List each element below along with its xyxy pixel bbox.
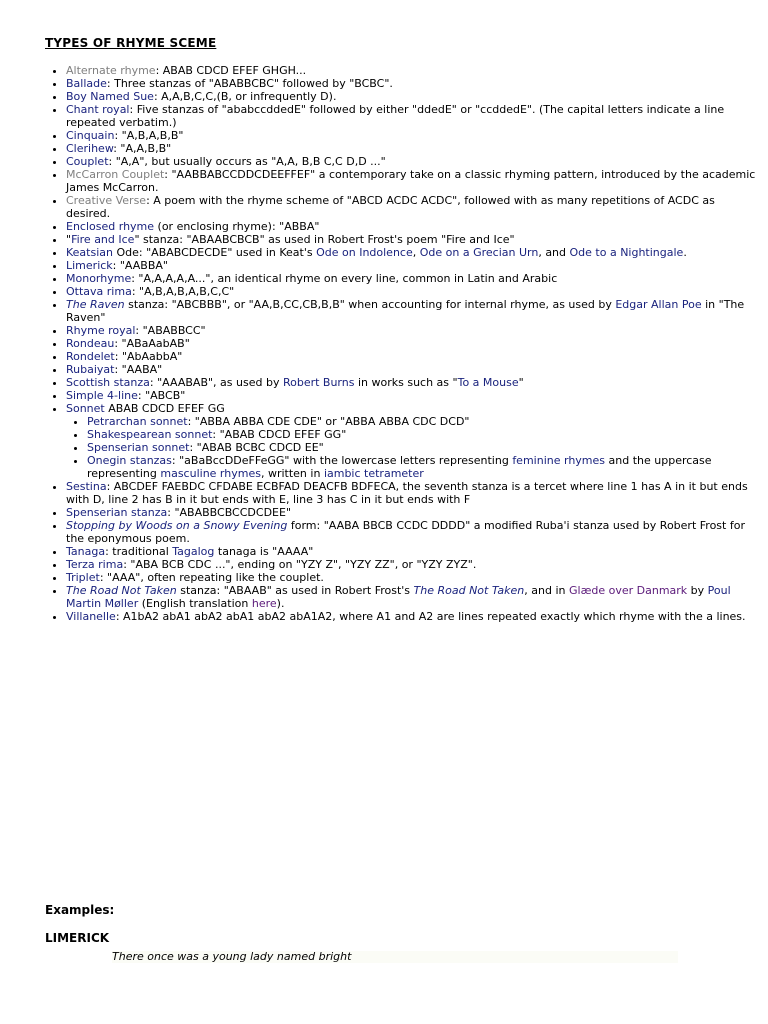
- list-item: [66, 103, 756, 129]
- item-text: : ABAB CDCD EFEF GHGH...: [155, 64, 307, 77]
- list-item: [66, 285, 756, 298]
- list-item: [87, 454, 756, 480]
- item-text: (English translation: [138, 597, 252, 610]
- item-text: : "AbAabbA": [114, 350, 183, 363]
- examples-heading: Examples:: [45, 903, 115, 917]
- link-masculine-rhymes[interactable]: masculine rhymes: [160, 467, 261, 480]
- item-text: : "AABBA": [112, 259, 168, 272]
- link-tanaga[interactable]: Tanaga: [66, 545, 106, 558]
- list-item: [66, 220, 756, 233]
- list-item: [66, 506, 756, 519]
- list-item: [66, 363, 756, 376]
- link-chant-royal[interactable]: Chant royal: [66, 103, 130, 116]
- link-tagalog[interactable]: Tagalog: [172, 545, 215, 558]
- list-item: [66, 246, 756, 259]
- item-text: ": [518, 376, 524, 389]
- link-couplet[interactable]: Couplet: [66, 155, 109, 168]
- list-item: [66, 376, 756, 389]
- item-text: : "A,A,B,B": [113, 142, 172, 155]
- item-text: ,: [412, 246, 420, 259]
- list-item: [66, 324, 756, 337]
- link-glaede-over-danmark[interactable]: Glæde over Danmark: [568, 584, 688, 597]
- item-text: : traditional: [105, 545, 173, 558]
- link-sonnet[interactable]: Sonnet: [66, 402, 105, 415]
- link-the-road-not-taken-poem[interactable]: The Road Not Taken: [413, 584, 525, 597]
- link-to-a-mouse[interactable]: To a Mouse: [457, 376, 519, 389]
- link-keatsian[interactable]: Keatsian: [66, 246, 113, 259]
- link-robert-burns[interactable]: Robert Burns: [282, 376, 355, 389]
- link-limerick[interactable]: Limerick: [66, 259, 113, 272]
- list-item: [66, 350, 756, 363]
- list-item: [66, 77, 756, 90]
- item-text: .: [683, 246, 687, 259]
- link-sestina[interactable]: Sestina: [66, 480, 107, 493]
- list-item: [66, 90, 756, 103]
- item-text: : "ABABBCBCCDCDEE": [167, 506, 291, 519]
- item-text: , and in: [524, 584, 569, 597]
- link-petrarchan-sonnet[interactable]: Petrarchan sonnet: [87, 415, 188, 428]
- list-item: [87, 428, 756, 441]
- list-item: [66, 272, 756, 285]
- list-item: [66, 610, 756, 623]
- item-text: tanaga is "AAAA": [214, 545, 314, 558]
- item-text: : "AAABAB", as used by: [149, 376, 283, 389]
- item-text: : "ABAB BCBC CDCD EE": [189, 441, 324, 454]
- link-ottava-rima[interactable]: Ottava rima: [66, 285, 132, 298]
- item-text: form: "AABA BBCB CCDC DDDD" a modified Ruba'i stanza used by Robert Frost for the eponymous poem.: [66, 519, 745, 545]
- item-text: , written in: [260, 467, 324, 480]
- link-onegin-stanzas[interactable]: Onegin stanzas: [87, 454, 172, 467]
- item-text: in works such as ": [354, 376, 458, 389]
- link-mccarron-couplet[interactable]: McCarron Couplet: [66, 168, 165, 181]
- list-item: [66, 194, 756, 220]
- link-creative-verse[interactable]: Creative Verse: [66, 194, 147, 207]
- link-spenserian-stanza[interactable]: Spenserian stanza: [66, 506, 168, 519]
- link-poul-martin-moller[interactable]: Poul Martin Møller: [66, 584, 731, 610]
- list-item: [66, 519, 756, 545]
- item-text: : "ABaAabAB": [114, 337, 190, 350]
- link-rondelet[interactable]: Rondelet: [66, 350, 115, 363]
- link-shakespearean-sonnet[interactable]: Shakespearean sonnet: [87, 428, 213, 441]
- poem-line: There once was a young lady named bright: [112, 951, 678, 963]
- item-text: , and: [538, 246, 570, 259]
- list-item: [66, 142, 756, 155]
- item-text: ).: [276, 597, 285, 610]
- item-text: : "A,A,A,A,A...", an identical rhyme on every line, common in Latin and Arabic: [131, 272, 558, 285]
- list-item: [66, 298, 756, 324]
- item-text: Ode: "ABABCDECDE" used in Keat's: [113, 246, 317, 259]
- item-text: : A1bA2 abA1 abA2 abA1 abA2 abA1A2, where A1 and A2 are lines repeated exactly which rhyme with the a lines.: [115, 610, 746, 623]
- list-item: [66, 402, 756, 480]
- link-ode-on-a-grecian-urn[interactable]: Ode on a Grecian Urn: [419, 246, 539, 259]
- list-item: [66, 259, 756, 272]
- item-text: : "AABBABCCDDCDEEFFEF" a contemporary take on a classic rhyming pattern, introduced by the academic James McCarron.: [66, 168, 756, 194]
- item-text: : "aBaBccDDeFFeGG" with the lowercase letters representing: [171, 454, 513, 467]
- link-triplet[interactable]: Triplet: [66, 571, 100, 584]
- link-monorhyme[interactable]: Monorhyme: [66, 272, 132, 285]
- list-item: [66, 155, 756, 168]
- item-text: : "ABA BCB CDC ...", ending on "YZY Z", "YZY ZZ", or "YZY ZYZ".: [123, 558, 477, 571]
- rhyme-scheme-list: [45, 64, 756, 623]
- sonnet-sublist: [66, 415, 756, 480]
- item-text: : A,A,B,C,C,(B, or infrequently D).: [153, 90, 337, 103]
- link-terza-rima[interactable]: Terza rima: [66, 558, 124, 571]
- link-here[interactable]: here: [251, 597, 277, 610]
- list-item: [66, 64, 756, 77]
- link-enclosed-rhyme[interactable]: Enclosed rhyme: [66, 220, 155, 233]
- link-rhyme-royal[interactable]: Rhyme royal: [66, 324, 136, 337]
- item-text: by: [687, 584, 708, 597]
- list-item: [66, 558, 756, 571]
- link-spenserian-sonnet[interactable]: Spenserian sonnet: [87, 441, 190, 454]
- item-text: : "A,B,A,B,A,B,C,C": [131, 285, 235, 298]
- item-text: : "A,A", but usually occurs as "A,A, B,B C,C D,D ...": [108, 155, 386, 168]
- list-item: [66, 168, 756, 194]
- item-text: : A poem with the rhyme scheme of "ABCD ACDC ACDC", followed with as many repetitions of ACDC as desired.: [66, 194, 715, 220]
- item-text: : "A,B,A,B,B": [114, 129, 184, 142]
- link-boy-named-sue[interactable]: Boy Named Sue: [66, 90, 154, 103]
- link-clerihew[interactable]: Clerihew: [66, 142, 114, 155]
- item-text: (or enclosing rhyme): "ABBA": [154, 220, 320, 233]
- link-rondeau[interactable]: Rondeau: [66, 337, 115, 350]
- list-item: [66, 389, 756, 402]
- item-text: ABAB CDCD EFEF GG: [104, 402, 225, 415]
- item-text: stanza: "ABAAB" as used in Robert Frost's: [176, 584, 414, 597]
- link-iambic-tetrameter[interactable]: iambic tetrameter: [323, 467, 424, 480]
- list-item: [66, 337, 756, 350]
- list-item: [66, 480, 756, 506]
- link-feminine-rhymes[interactable]: feminine rhymes: [512, 454, 606, 467]
- item-text: : "AAA", often repeating like the couplet.: [99, 571, 324, 584]
- link-ballade[interactable]: Ballade: [66, 77, 107, 90]
- link-cinquain[interactable]: Cinquain: [66, 129, 115, 142]
- item-text: : "ABBA ABBA CDE CDE" or "ABBA ABBA CDC DCD": [187, 415, 470, 428]
- link-ode-on-indolence[interactable]: Ode on Indolence: [316, 246, 413, 259]
- list-item: [66, 233, 756, 246]
- link-the-raven[interactable]: The Raven: [66, 298, 125, 311]
- item-text: : "ABABBCC": [135, 324, 206, 337]
- item-text: and the uppercase representing: [87, 454, 712, 480]
- link-rubaiyat[interactable]: Rubaiyat: [66, 363, 115, 376]
- item-text: : "AABA": [114, 363, 163, 376]
- link-stopping-by-woods[interactable]: Stopping by Woods on a Snowy Evening: [66, 519, 288, 532]
- list-item: [66, 129, 756, 142]
- list-item: [87, 415, 756, 428]
- page-title: TYPES OF RHYME SCEME: [45, 36, 217, 50]
- item-text: " stanza: "ABAABCBCB" as used in Robert Frost's poem "Fire and Ice": [134, 233, 515, 246]
- item-text: stanza: "ABCBBB", or "AA,B,CC,CB,B,B" when accounting for internal rhyme, as used by: [124, 298, 616, 311]
- item-text: in "The Raven": [66, 298, 745, 324]
- link-fire-and-ice[interactable]: Fire and Ice: [71, 233, 135, 246]
- item-text: : "ABCB": [137, 389, 186, 402]
- link-ode-to-a-nightingale[interactable]: Ode to a Nightingale: [569, 246, 684, 259]
- link-simple-4-line[interactable]: Simple 4-line: [66, 389, 138, 402]
- item-text: : Five stanzas of "ababccddedE" followed by either "ddedE" or "ccddedE". (The capital letters indicate a line repeated verbatim.): [66, 103, 725, 129]
- item-text: ": [66, 233, 72, 246]
- list-item: [66, 584, 756, 610]
- limerick-heading: LIMERICK: [45, 931, 110, 945]
- link-alternate-rhyme[interactable]: Alternate rhyme: [66, 64, 156, 77]
- link-villanelle[interactable]: Villanelle: [66, 610, 116, 623]
- list-item: [87, 441, 756, 454]
- link-edgar-allan-poe[interactable]: Edgar Allan Poe: [615, 298, 702, 311]
- list-item: [66, 545, 756, 558]
- item-text: : "ABAB CDCD EFEF GG": [212, 428, 347, 441]
- link-scottish-stanza[interactable]: Scottish stanza: [66, 376, 150, 389]
- list-item: [66, 571, 756, 584]
- item-text: : ABCDEF FAEBDC CFDABE ECBFAD DEACFB BDFECA, the seventh stanza is a tercet where line 1 has A in it but ends with D, line 2 has B in it but ends with E, line 3 has C in it but ends with F: [66, 480, 748, 506]
- link-the-road-not-taken[interactable]: The Road Not Taken: [66, 584, 177, 597]
- item-text: : Three stanzas of "ABABBCBC" followed by "BCBC".: [106, 77, 393, 90]
